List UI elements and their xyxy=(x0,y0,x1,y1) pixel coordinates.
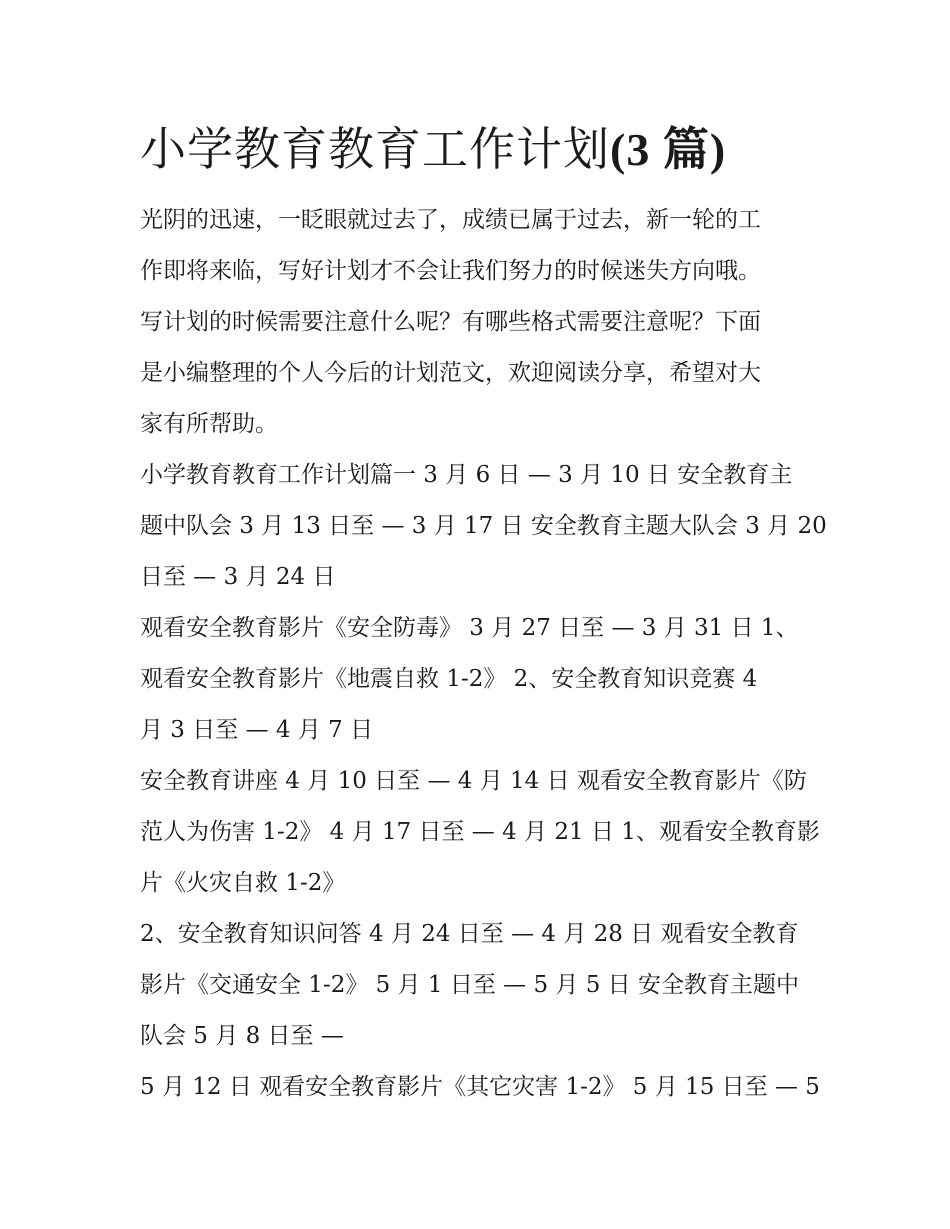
text-line: 影片《交通安全 1-2》 5 月 1 日至 — 5 月 5 日 安全教育主题中 xyxy=(140,972,799,998)
page-title xyxy=(140,118,820,181)
text-line: 题中队会 3 月 13 日至 — 3 月 17 日 安全教育主题大队会 3 月 20 xyxy=(140,513,827,539)
paragraph-plan-3 xyxy=(140,756,820,909)
text-line: 片《火灾自救 1-2》 xyxy=(140,870,346,896)
text-line: 月 3 日至 — 4 月 7 日 xyxy=(140,717,374,743)
text-line: 5 月 12 日 观看安全教育影片《其它灾害 1-2》 5 月 15 日至 — 5 xyxy=(140,1074,820,1100)
text-line: 队会 5 月 8 日至 — xyxy=(140,1023,344,1049)
document-page xyxy=(140,118,827,1113)
text-line: 光阴的迅速，一眨眼就过去了，成绩已属于过去，新一轮的工 xyxy=(140,207,761,233)
paragraph-plan-2 xyxy=(140,603,820,756)
title-main: 小学教育教育工作计划 xyxy=(140,122,610,176)
text-line: 观看安全教育影片《地震自救 1-2》 2、安全教育知识竞赛 4 xyxy=(140,666,758,692)
text-line: 2、安全教育知识问答 4 月 24 日至 — 4 月 28 日 观看安全教育 xyxy=(140,921,799,947)
text-line: 观看安全教育影片《安全防毒》 3 月 27 日至 — 3 月 31 日 1、 xyxy=(140,615,799,641)
text-line: 是小编整理的个人今后的计划范文，欢迎阅读分享，希望对大 xyxy=(140,360,761,386)
text-line: 日至 — 3 月 24 日 xyxy=(140,564,336,590)
text-line: 家有所帮助。 xyxy=(140,411,278,437)
paragraph-intro xyxy=(140,195,820,450)
text-line: 安全教育讲座 4 月 10 日至 — 4 月 14 日 观看安全教育影片《防 xyxy=(140,768,807,794)
text-line: 小学教育教育工作计划篇一 3 月 6 日 — 3 月 10 日 安全教育主 xyxy=(140,462,793,488)
text-line: 写计划的时候需要注意什么呢？有哪些格式需要注意呢？下面 xyxy=(140,309,761,335)
paragraph-plan-1 xyxy=(140,450,827,603)
text-line: 范人为伤害 1-2》 4 月 17 日至 — 4 月 21 日 1、观看安全教育影 xyxy=(140,819,820,845)
text-line: 作即将来临，写好计划才不会让我们努力的时候迷失方向哦。 xyxy=(140,258,761,284)
title-suffix: (3 篇) xyxy=(610,124,727,175)
paragraph-plan-4 xyxy=(140,909,820,1062)
paragraph-plan-5 xyxy=(140,1062,820,1113)
